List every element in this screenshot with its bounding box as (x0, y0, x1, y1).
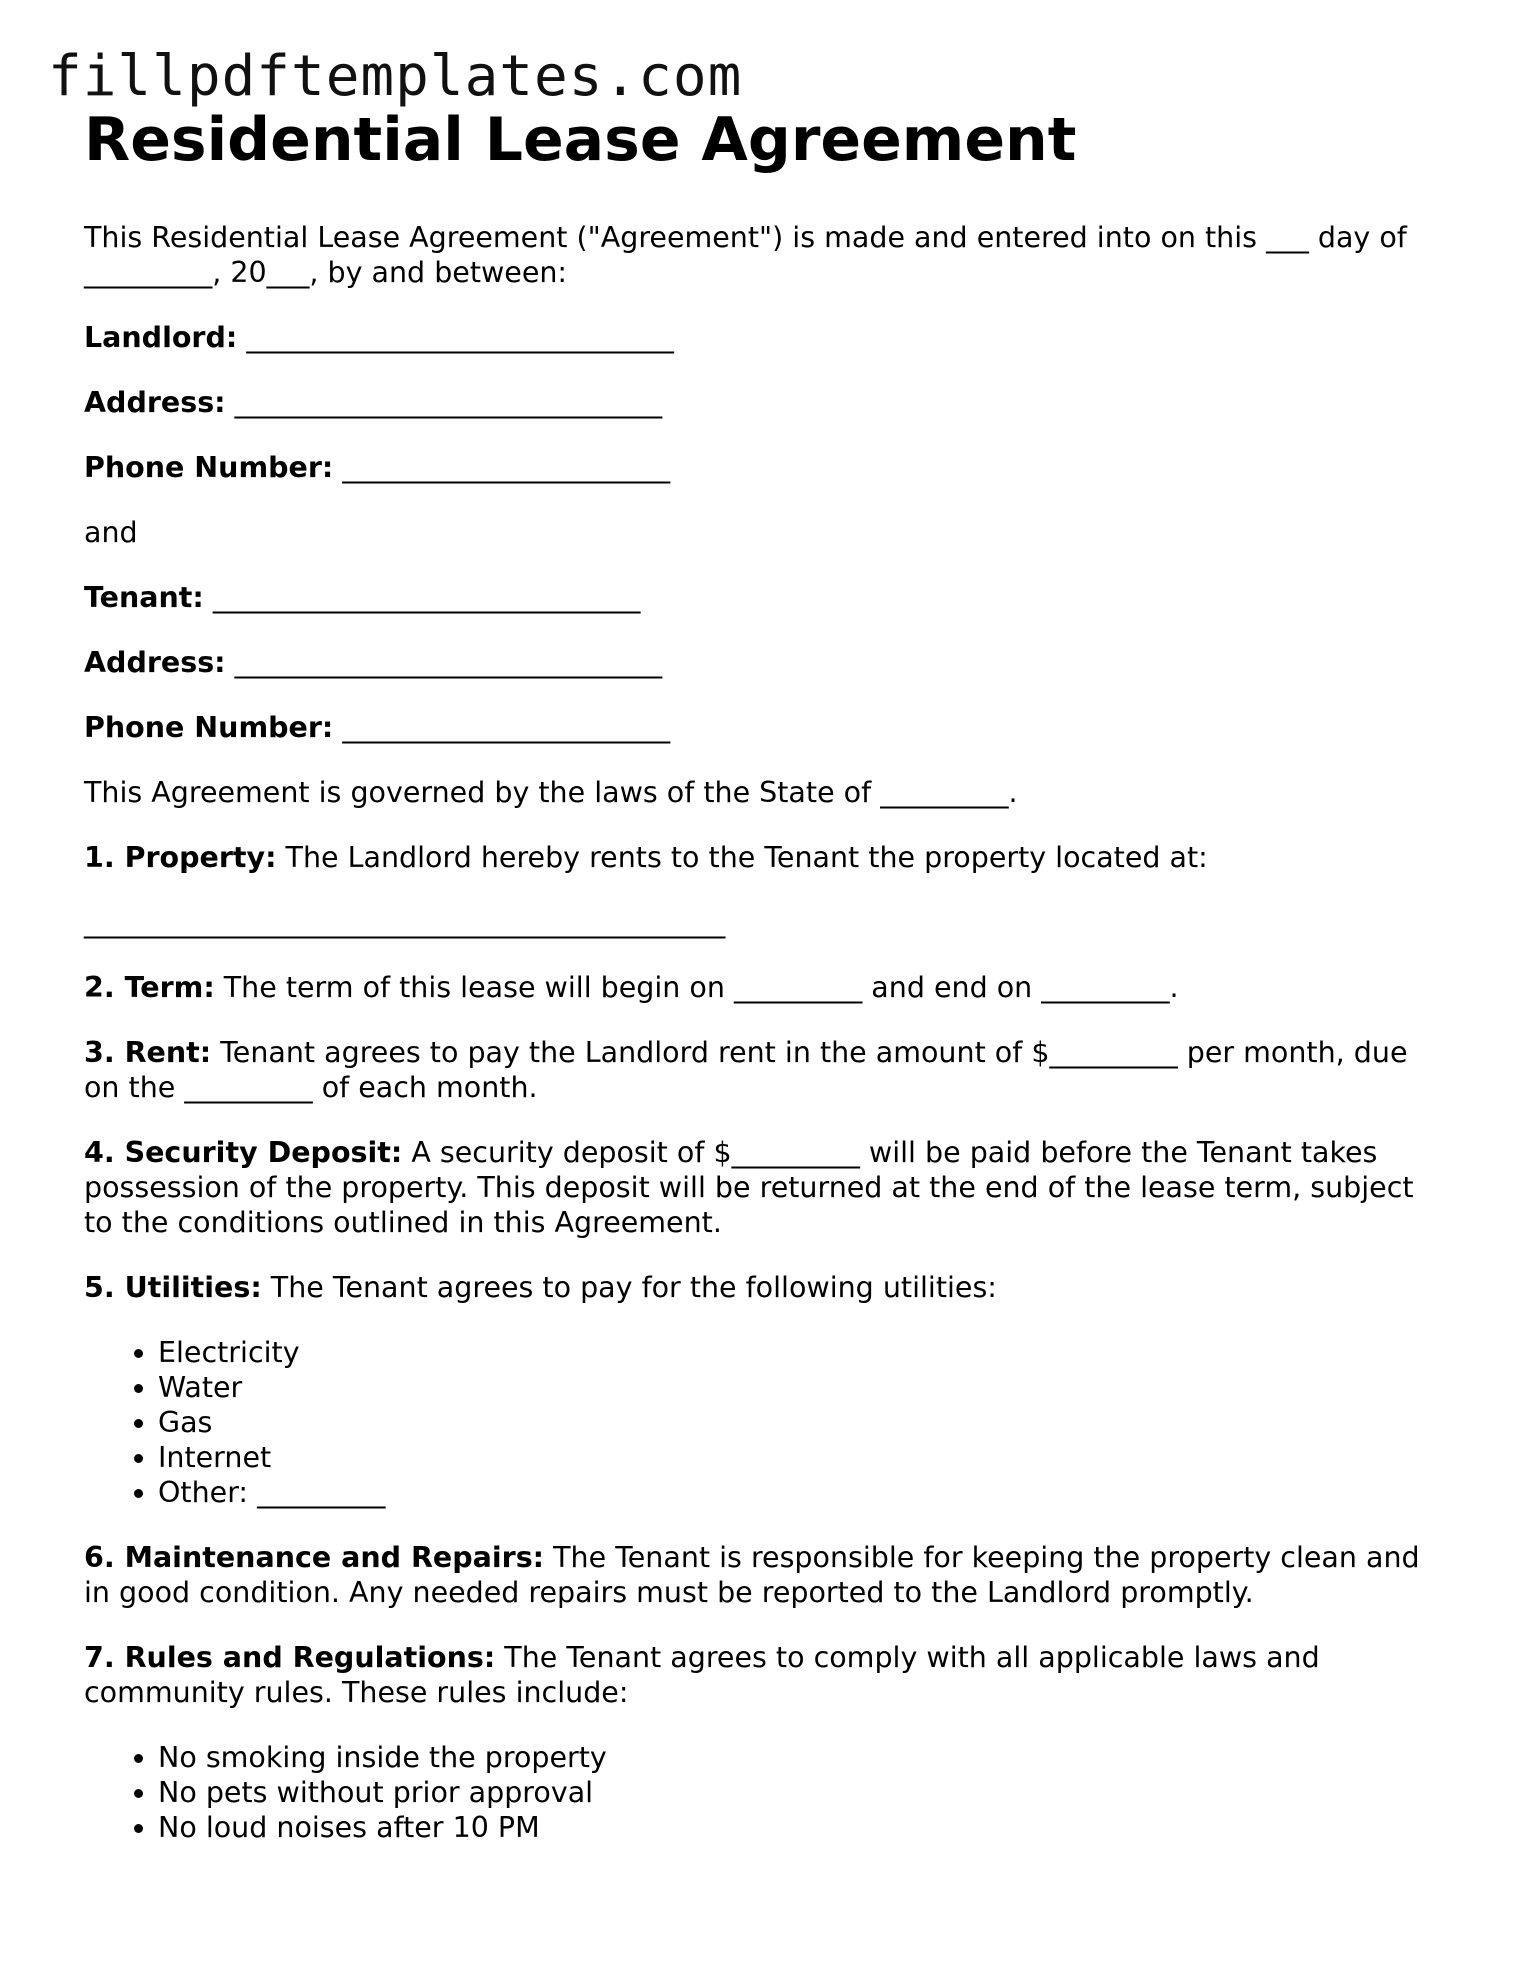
landlord-address-label: Address: (84, 386, 226, 419)
landlord-address-blank[interactable]: ______________________________ (234, 386, 663, 419)
watermark: fillpdftemplates.com (48, 44, 743, 109)
landlord-name-blank[interactable]: ______________________________ (246, 321, 674, 354)
landlord-name-line (84, 320, 1444, 355)
list-item: • Electricity (158, 1335, 1444, 1370)
tenant-phone-label: Phone Number: (84, 711, 334, 744)
section-maintenance-text: The Tenant is responsible for keeping the property clean and in good condition. Any needed repairs must be reported to the Landlord promptly. (84, 1541, 1420, 1609)
tenant-name-label: Tenant: (84, 581, 204, 614)
tenant-name-blank[interactable]: ______________________________ (212, 581, 641, 614)
section-rules-heading: 7. Rules and Regulations: (84, 1641, 496, 1674)
list-item: • No pets without prior approval (158, 1775, 1444, 1810)
landlord-phone-blank[interactable]: _______________________ (342, 451, 671, 484)
section-term (84, 970, 1444, 1005)
governing-law-paragraph: This Agreement is governed by the laws of the State of _________. (84, 776, 1018, 809)
landlord-phone-line (84, 450, 1444, 485)
section-maintenance-heading: 6. Maintenance and Repairs: (84, 1541, 545, 1574)
list-item: • Water (158, 1370, 1444, 1405)
landlord-address-line (84, 385, 1444, 420)
rules-list (84, 1740, 1444, 1845)
list-item: • Internet (158, 1440, 1444, 1475)
landlord-phone-label: Phone Number: (84, 451, 334, 484)
section-rent (84, 1035, 1444, 1105)
section-property-text: The Landlord hereby rents to the Tenant the property located at: (276, 841, 1208, 874)
tenant-phone-line (84, 710, 1444, 745)
section-term-text: The term of this lease will begin on _________ and end on _________. (214, 971, 1179, 1004)
property-address-blank[interactable]: _____________________________________________ (84, 906, 726, 939)
page-title: Residential Lease Agreement (84, 105, 1077, 175)
section-deposit-text: A security deposit of $_________ will be paid before the Tenant takes possession of the property. This deposit will be returned at the end of the lease term, subject to the conditions outlined in this Agreement. (84, 1136, 1414, 1239)
tenant-address-blank[interactable]: ______________________________ (234, 646, 663, 679)
section-maintenance (84, 1540, 1444, 1610)
landlord-name-label: Landlord: (84, 321, 238, 354)
list-item: • No loud noises after 10 PM (158, 1810, 1444, 1845)
and-text: and (84, 516, 138, 549)
list-item: • Gas (158, 1405, 1444, 1440)
section-term-heading: 2. Term: (84, 971, 215, 1004)
utilities-list (84, 1335, 1444, 1510)
document (84, 100, 1444, 1875)
section-deposit-heading: 4. Security Deposit: (84, 1136, 403, 1169)
list-item: • Other: _________ (158, 1475, 1444, 1510)
list-item: • No smoking inside the property (158, 1740, 1444, 1775)
tenant-address-label: Address: (84, 646, 226, 679)
section-rent-text: Tenant agrees to pay the Landlord rent in the amount of $_________ per month, due on the _________ of each month. (84, 1036, 1408, 1104)
tenant-phone-blank[interactable]: _______________________ (342, 711, 671, 744)
intro-paragraph: This Residential Lease Agreement ("Agreement") is made and entered into on this ___ day of _________, 20___, by and between: (84, 221, 1407, 289)
section-utilities-text: The Tenant agrees to pay for the following utilities: (261, 1271, 997, 1304)
section-property (84, 840, 1444, 875)
section-utilities-heading: 5. Utilities: (84, 1271, 262, 1304)
tenant-address-line (84, 645, 1444, 680)
tenant-name-line (84, 580, 1444, 615)
section-rules (84, 1640, 1444, 1710)
section-deposit (84, 1135, 1444, 1240)
section-property-heading: 1. Property: (84, 841, 277, 874)
section-rent-heading: 3. Rent: (84, 1036, 212, 1069)
section-utilities (84, 1270, 1444, 1305)
section-rules-text: The Tenant agrees to comply with all applicable laws and community rules. These rules include: (84, 1641, 1320, 1709)
